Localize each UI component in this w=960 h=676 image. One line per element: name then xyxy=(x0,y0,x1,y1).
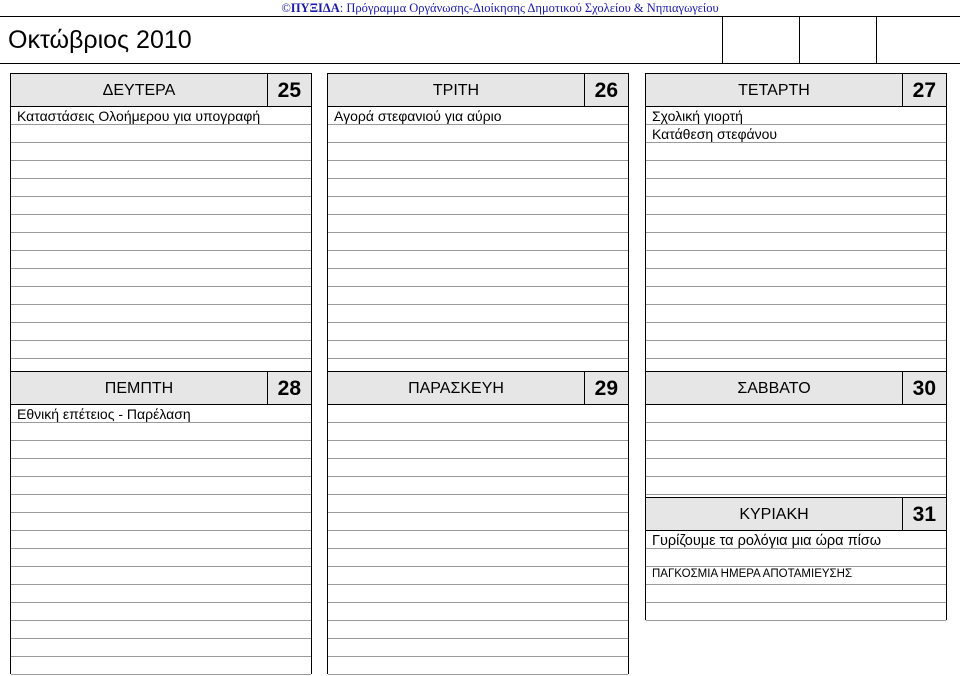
note-line[interactable] xyxy=(11,531,311,549)
title-bar xyxy=(0,16,960,64)
note-line[interactable] xyxy=(328,341,628,359)
day-header xyxy=(11,372,311,405)
note-line[interactable] xyxy=(11,161,311,179)
day-block-4 xyxy=(10,371,312,674)
note-line[interactable] xyxy=(11,477,311,495)
note-line[interactable] xyxy=(11,215,311,233)
day-block-6 xyxy=(645,371,947,512)
note-line[interactable] xyxy=(328,305,628,323)
note-line[interactable] xyxy=(328,423,628,441)
note-line[interactable] xyxy=(328,621,628,639)
note-line[interactable] xyxy=(646,143,946,161)
note-line[interactable] xyxy=(646,269,946,287)
day-name: ΤΕΤΑΡΤΗ xyxy=(738,82,810,99)
note-line[interactable] xyxy=(646,287,946,305)
day-name: ΠΑΡΑΣΚΕΥΗ xyxy=(408,380,504,397)
day-note: ΠΑΓΚΟΣΜΙΑ ΗΜΕΡΑ ΑΠΟΤΑΜΙΕΥΣΗΣ xyxy=(652,568,853,580)
note-line[interactable] xyxy=(328,233,628,251)
note-line[interactable] xyxy=(11,495,311,513)
note-line[interactable] xyxy=(646,585,946,603)
day-header xyxy=(646,498,946,531)
day-header xyxy=(11,74,311,107)
day-block-3 xyxy=(645,73,947,376)
day-note: Καταστάσεις Ολοήμερου για υπογραφή xyxy=(17,108,261,124)
note-line[interactable] xyxy=(646,459,946,477)
note-line[interactable] xyxy=(328,567,628,585)
note-line[interactable] xyxy=(11,621,311,639)
note-line[interactable] xyxy=(328,269,628,287)
note-line[interactable] xyxy=(11,143,311,161)
note-line[interactable] xyxy=(328,585,628,603)
day-note: Εθνική επέτειος - Παρέλαση xyxy=(17,406,191,422)
note-line[interactable] xyxy=(328,549,628,567)
day-block-2 xyxy=(327,73,629,376)
day-number-divider xyxy=(902,498,903,530)
note-line[interactable] xyxy=(646,477,946,495)
day-note: Γυρίζουμε τα ρολόγια μια ώρα πίσω xyxy=(652,533,882,549)
day-header xyxy=(646,74,946,107)
program-header xyxy=(0,0,960,16)
day-name: ΣΑΒΒΑΤΟ xyxy=(737,380,811,397)
day-note: Αγορά στεφανιού για αύριο xyxy=(334,108,502,124)
day-name: ΔΕΥΤΕΡΑ xyxy=(102,82,176,99)
note-line[interactable] xyxy=(11,125,311,143)
note-line[interactable] xyxy=(328,603,628,621)
day-number: 31 xyxy=(912,503,936,526)
note-line[interactable] xyxy=(328,287,628,305)
day-note: Σχολική γιορτή xyxy=(652,108,743,124)
day-header xyxy=(328,74,628,107)
note-line[interactable] xyxy=(11,603,311,621)
note-line[interactable] xyxy=(646,215,946,233)
note-line[interactable] xyxy=(646,233,946,251)
note-line[interactable] xyxy=(646,179,946,197)
note-line[interactable] xyxy=(11,513,311,531)
day-number: 30 xyxy=(912,377,936,400)
note-line[interactable] xyxy=(11,657,311,675)
day-number-divider xyxy=(902,74,903,106)
note-line[interactable] xyxy=(328,531,628,549)
day-number-divider xyxy=(584,372,585,404)
note-line[interactable] xyxy=(11,179,311,197)
note-line[interactable] xyxy=(646,323,946,341)
note-line[interactable] xyxy=(328,441,628,459)
note-line[interactable] xyxy=(646,197,946,215)
note-line[interactable] xyxy=(11,585,311,603)
note-line[interactable] xyxy=(328,657,628,675)
note-line[interactable] xyxy=(328,179,628,197)
note-line[interactable] xyxy=(328,161,628,179)
day-name: ΤΡΙΤΗ xyxy=(432,82,480,99)
month-title: Οκτώβριος 2010 xyxy=(8,26,192,54)
program-brand: ΠΥΞΙΔΑ xyxy=(290,1,340,15)
day-number-divider xyxy=(902,372,903,404)
copyright-symbol: © xyxy=(281,1,291,15)
day-header xyxy=(646,372,946,405)
day-number-divider xyxy=(267,74,268,106)
note-line[interactable] xyxy=(646,441,946,459)
note-line[interactable] xyxy=(11,197,311,215)
note-line[interactable] xyxy=(646,341,946,359)
day-note: Κατάθεση στεφάνου xyxy=(652,126,778,142)
day-number: 27 xyxy=(912,79,936,102)
note-line[interactable] xyxy=(11,269,311,287)
program-credit xyxy=(230,1,770,16)
note-line[interactable] xyxy=(11,639,311,657)
day-number: 28 xyxy=(277,377,301,400)
note-line[interactable] xyxy=(646,405,946,423)
note-line[interactable] xyxy=(11,441,311,459)
header-cell xyxy=(799,17,876,63)
day-number-divider xyxy=(584,74,585,106)
note-line[interactable] xyxy=(328,459,628,477)
day-number: 29 xyxy=(594,377,618,400)
day-number: 25 xyxy=(277,79,301,102)
header-cell xyxy=(876,17,960,63)
day-name: ΠΕΜΠΤΗ xyxy=(104,380,174,397)
note-line[interactable] xyxy=(328,215,628,233)
note-line[interactable] xyxy=(328,495,628,513)
note-line[interactable] xyxy=(328,405,628,423)
note-line[interactable] xyxy=(328,477,628,495)
header-cell xyxy=(722,17,799,63)
note-line[interactable] xyxy=(646,161,946,179)
note-line[interactable] xyxy=(11,549,311,567)
note-line[interactable] xyxy=(646,549,946,567)
note-line[interactable] xyxy=(646,423,946,441)
note-line[interactable] xyxy=(11,567,311,585)
note-line[interactable] xyxy=(11,423,311,441)
note-line[interactable] xyxy=(328,513,628,531)
note-line[interactable] xyxy=(646,305,946,323)
note-line[interactable] xyxy=(11,323,311,341)
note-line[interactable] xyxy=(328,639,628,657)
note-line[interactable] xyxy=(11,305,311,323)
note-line[interactable] xyxy=(328,197,628,215)
note-line[interactable] xyxy=(328,251,628,269)
note-line[interactable] xyxy=(646,251,946,269)
day-header xyxy=(328,372,628,405)
program-tagline: : Πρόγραμμα Οργάνωσης-Διοίκησης Δημοτικού Σχολείου & Νηπιαγωγείου xyxy=(339,1,719,15)
note-line[interactable] xyxy=(11,341,311,359)
day-block-7 xyxy=(645,497,947,620)
note-line[interactable] xyxy=(11,251,311,269)
day-name: ΚΥΡΙΑΚΗ xyxy=(739,506,809,523)
note-line[interactable] xyxy=(328,125,628,143)
note-line[interactable] xyxy=(11,459,311,477)
note-line[interactable] xyxy=(11,287,311,305)
note-line[interactable] xyxy=(328,143,628,161)
day-block-1 xyxy=(10,73,312,376)
day-number-divider xyxy=(267,372,268,404)
note-line[interactable] xyxy=(646,603,946,621)
day-number: 26 xyxy=(594,79,618,102)
note-line[interactable] xyxy=(11,233,311,251)
day-block-5 xyxy=(327,371,629,674)
note-line[interactable] xyxy=(328,323,628,341)
